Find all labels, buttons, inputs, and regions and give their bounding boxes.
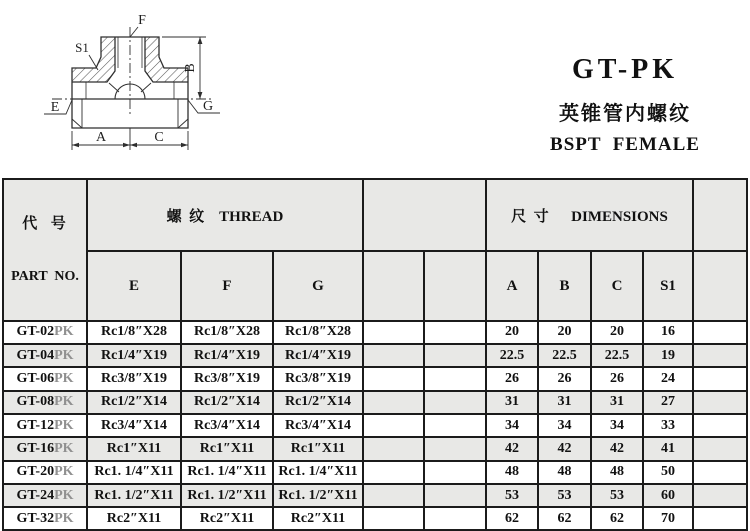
port-label-f: F <box>138 13 146 28</box>
cell-spacer-3 <box>693 321 747 344</box>
port-label-g: G <box>202 99 214 114</box>
cell-spacer-1 <box>363 344 424 367</box>
part-suffix-text: PK <box>54 347 74 363</box>
cell-dim-a: 31 <box>486 391 538 414</box>
cell-dim-s1: 16 <box>643 321 693 344</box>
header-row-groups <box>3 179 747 251</box>
cell-thread-e: Rc2″X11 <box>87 507 181 530</box>
cell-part-no <box>3 414 87 437</box>
header-spacer-mid <box>363 179 486 251</box>
header-dimensions-group: 尺 寸 DIMENSIONS <box>486 179 693 251</box>
cell-dim-a: 22.5 <box>486 344 538 367</box>
cell-spacer-3 <box>693 461 747 484</box>
cell-thread-f: Rc1. 1/4″X11 <box>181 461 273 484</box>
table-row <box>3 321 747 344</box>
cell-thread-g: Rc1. 1/4″X11 <box>273 461 363 484</box>
cell-dim-b: 53 <box>538 484 591 507</box>
cell-part-no <box>3 367 87 390</box>
cell-part-no <box>3 321 87 344</box>
cell-thread-e: Rc3/8″X19 <box>87 367 181 390</box>
cell-spacer-1 <box>363 461 424 484</box>
port-label-e: E <box>50 100 60 115</box>
part-number-text: GT-32 <box>16 510 55 526</box>
header-col-e: E <box>87 251 181 320</box>
cell-dim-b: 26 <box>538 367 591 390</box>
cell-spacer-2 <box>424 461 486 484</box>
cell-thread-g: Rc1/8″X28 <box>273 321 363 344</box>
cell-spacer-2 <box>424 414 486 437</box>
part-number-text: GT-24 <box>16 487 55 503</box>
cell-spacer-2 <box>424 507 486 530</box>
header-part-cn: 代 号 <box>22 216 68 232</box>
cell-spacer-1 <box>363 391 424 414</box>
cell-dim-a: 34 <box>486 414 538 437</box>
cell-dim-a: 53 <box>486 484 538 507</box>
subtitle-english: BSPT FEMALE <box>550 134 700 155</box>
cell-thread-f: Rc1″X11 <box>181 437 273 460</box>
cell-thread-e: Rc1. 1/2″X11 <box>87 484 181 507</box>
cell-thread-g: Rc1. 1/2″X11 <box>273 484 363 507</box>
cell-dim-b: 22.5 <box>538 344 591 367</box>
cell-dim-c: 31 <box>591 391 643 414</box>
cell-part-no <box>3 461 87 484</box>
cell-part-no <box>3 437 87 460</box>
cell-part-no <box>3 344 87 367</box>
header-thread-group: 螺 纹 THREAD <box>87 179 363 251</box>
cell-spacer-3 <box>693 367 747 390</box>
cell-thread-g: Rc1/4″X19 <box>273 344 363 367</box>
cell-dim-a: 20 <box>486 321 538 344</box>
cell-spacer-2 <box>424 367 486 390</box>
cell-spacer-3 <box>693 507 747 530</box>
table-row <box>3 414 747 437</box>
cell-thread-f: Rc1. 1/2″X11 <box>181 484 273 507</box>
table-row <box>3 391 747 414</box>
cell-part-no <box>3 391 87 414</box>
cell-dim-b: 34 <box>538 414 591 437</box>
cell-dim-b: 42 <box>538 437 591 460</box>
cell-dim-b: 62 <box>538 507 591 530</box>
dim-label-b: B <box>183 63 198 73</box>
header-col-a: A <box>486 251 538 320</box>
part-suffix-text: PK <box>54 510 74 526</box>
cell-part-no <box>3 484 87 507</box>
cell-dim-a: 26 <box>486 367 538 390</box>
cell-dim-c: 42 <box>591 437 643 460</box>
cell-dim-c: 53 <box>591 484 643 507</box>
header-col-f: F <box>181 251 273 320</box>
cell-thread-e: Rc1/8″X28 <box>87 321 181 344</box>
cell-dim-s1: 24 <box>643 367 693 390</box>
callout-f-leader <box>130 27 138 37</box>
cell-dim-s1: 70 <box>643 507 693 530</box>
cell-dim-s1: 60 <box>643 484 693 507</box>
table-row <box>3 507 747 530</box>
cell-dim-s1: 19 <box>643 344 693 367</box>
header-col-g: G <box>273 251 363 320</box>
subtitle-chinese: 英锥管内螺纹 <box>559 103 691 125</box>
cell-thread-e: Rc1. 1/4″X11 <box>87 461 181 484</box>
part-suffix-text: PK <box>54 487 74 503</box>
cell-thread-f: Rc2″X11 <box>181 507 273 530</box>
cell-dim-c: 20 <box>591 321 643 344</box>
cell-dim-c: 62 <box>591 507 643 530</box>
dim-label-c: C <box>154 130 164 145</box>
cell-dim-b: 31 <box>538 391 591 414</box>
technical-drawing <box>0 0 235 162</box>
cell-spacer-1 <box>363 414 424 437</box>
header-part-en: PART NO. <box>11 269 79 284</box>
part-suffix-text: PK <box>54 394 74 410</box>
part-number-text: GT-12 <box>16 417 55 433</box>
cell-spacer-2 <box>424 437 486 460</box>
header-spacer-3 <box>693 251 747 320</box>
header-spacer-2 <box>424 251 486 320</box>
cell-dim-c: 34 <box>591 414 643 437</box>
cell-dim-s1: 50 <box>643 461 693 484</box>
cell-dim-s1: 41 <box>643 437 693 460</box>
header-row-columns <box>3 251 747 320</box>
cell-spacer-3 <box>693 484 747 507</box>
table-row <box>3 484 747 507</box>
cell-part-no <box>3 507 87 530</box>
cell-thread-g: Rc1/2″X14 <box>273 391 363 414</box>
part-suffix-text: PK <box>54 324 74 340</box>
cell-dim-s1: 27 <box>643 391 693 414</box>
cell-dim-c: 26 <box>591 367 643 390</box>
cell-spacer-3 <box>693 414 747 437</box>
spec-table <box>2 178 748 531</box>
cell-spacer-2 <box>424 321 486 344</box>
part-number-text: GT-06 <box>16 371 55 387</box>
cell-dim-b: 48 <box>538 461 591 484</box>
part-number-text: GT-04 <box>16 347 55 363</box>
cell-thread-e: Rc1/4″X19 <box>87 344 181 367</box>
cell-dim-a: 48 <box>486 461 538 484</box>
cell-thread-g: Rc3/4″X14 <box>273 414 363 437</box>
cell-spacer-1 <box>363 507 424 530</box>
cell-spacer-3 <box>693 437 747 460</box>
cell-thread-f: Rc3/8″X19 <box>181 367 273 390</box>
part-number-text: GT-08 <box>16 394 55 410</box>
cell-dim-b: 20 <box>538 321 591 344</box>
cell-spacer-3 <box>693 344 747 367</box>
cell-dim-c: 48 <box>591 461 643 484</box>
cell-thread-f: Rc3/4″X14 <box>181 414 273 437</box>
header-col-s1: S1 <box>643 251 693 320</box>
part-suffix-text: PK <box>54 371 74 387</box>
cell-thread-e: Rc1″X11 <box>87 437 181 460</box>
cell-spacer-1 <box>363 437 424 460</box>
flat-label-s1: S1 <box>75 40 89 55</box>
cell-thread-e: Rc3/4″X14 <box>87 414 181 437</box>
table-row <box>3 437 747 460</box>
cell-spacer-1 <box>363 321 424 344</box>
cell-thread-f: Rc1/2″X14 <box>181 391 273 414</box>
table-row <box>3 367 747 390</box>
cell-thread-e: Rc1/2″X14 <box>87 391 181 414</box>
cell-dim-a: 62 <box>486 507 538 530</box>
header-spacer-right <box>693 179 747 251</box>
model-title: GT-PK <box>571 54 679 85</box>
cell-spacer-1 <box>363 367 424 390</box>
header-part-no <box>3 179 87 321</box>
cell-spacer-2 <box>424 344 486 367</box>
table-row <box>3 344 747 367</box>
cell-dim-s1: 33 <box>643 414 693 437</box>
dim-label-a: A <box>95 130 107 145</box>
part-number-text: GT-20 <box>16 464 55 480</box>
cell-spacer-2 <box>424 484 486 507</box>
cell-thread-g: Rc2″X11 <box>273 507 363 530</box>
header-spacer-1 <box>363 251 424 320</box>
cell-spacer-3 <box>693 391 747 414</box>
cell-thread-f: Rc1/8″X28 <box>181 321 273 344</box>
dim-ac-lines <box>72 128 188 150</box>
cell-thread-g: Rc3/8″X19 <box>273 367 363 390</box>
title-block <box>505 54 745 156</box>
cell-dim-c: 22.5 <box>591 344 643 367</box>
part-suffix-text: PK <box>54 464 74 480</box>
part-number-text: GT-16 <box>16 440 55 456</box>
header-col-c: C <box>591 251 643 320</box>
part-suffix-text: PK <box>54 440 74 456</box>
cell-spacer-2 <box>424 391 486 414</box>
part-suffix-text: PK <box>54 417 74 433</box>
cell-spacer-1 <box>363 484 424 507</box>
cell-thread-g: Rc1″X11 <box>273 437 363 460</box>
table-row <box>3 461 747 484</box>
cell-thread-f: Rc1/4″X19 <box>181 344 273 367</box>
header-col-b: B <box>538 251 591 320</box>
part-number-text: GT-02 <box>16 324 55 340</box>
cell-dim-a: 42 <box>486 437 538 460</box>
